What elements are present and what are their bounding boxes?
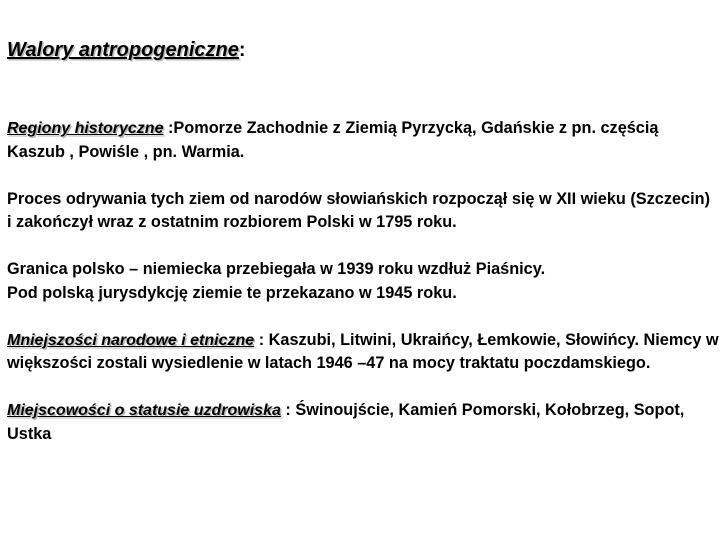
paragraph-mniejszosci xyxy=(7,329,719,376)
paragraph-uzdrowiska xyxy=(7,399,719,446)
slide-title xyxy=(7,38,246,62)
spacer xyxy=(7,305,719,329)
slide-body xyxy=(7,117,719,446)
paragraph-regiony xyxy=(7,117,719,164)
spacer xyxy=(7,376,719,400)
mniejszosci-text: : Kaszubi, Litwini, Ukraińcy, Łemkowie, Słowińcy. Niemcy w większości zostali wysiedlenie w latach 1946 –47 na mocy traktatu poczdamskiego. xyxy=(7,330,719,372)
title-label: Walory antropogeniczne xyxy=(7,39,239,61)
title-colon: : xyxy=(238,39,246,61)
uzdrowiska-label: Miejscowości o statusie uzdrowiska xyxy=(7,402,281,419)
spacer xyxy=(7,164,719,188)
proces-text: Proces odrywania tych ziem od narodów słowiańskich rozpoczął się w XII wieku (Szczecin) i zakończył wraz z ostatnim rozbiorem Polski w 1795 roku. xyxy=(7,189,711,231)
uzdrowiska-text: : Świnoujście, Kamień Pomorski, Kołobrzeg, Sopot, Ustka xyxy=(7,401,685,443)
paragraph-granica xyxy=(7,258,719,305)
mniejszosci-label: Mniejszości narodowe i etniczne xyxy=(7,331,255,349)
regiony-text: :Pomorze Zachodnie z Ziemią Pyrzycką, Gdańskie z pn. częścią Kaszub , Powiśle , pn. Warmia. xyxy=(7,119,659,161)
slide xyxy=(7,0,717,540)
granica-line2: Pod polską jurysdykcję ziemie te przekazano w 1945 roku. xyxy=(7,283,457,302)
granica-line1: Granica polsko – niemiecka przebiegała w 1939 roku wzdłuż Piaśnicy. xyxy=(7,260,546,278)
paragraph-proces xyxy=(7,188,719,235)
regiony-label: Regiony historyczne xyxy=(7,120,164,137)
spacer xyxy=(7,235,719,259)
